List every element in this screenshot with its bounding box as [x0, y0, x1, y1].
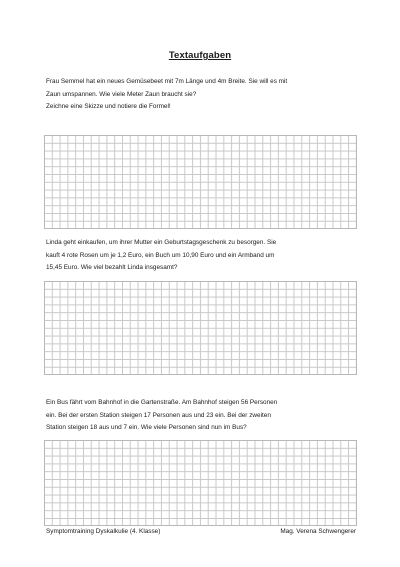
page-footer — [46, 528, 356, 535]
task-3-text — [46, 397, 356, 435]
task-1-line-3: Zeichne eine Skizze und notiere die Formel! — [46, 103, 171, 110]
page-title: Textaufgaben — [168, 50, 232, 61]
task-1-answer-grid — [44, 135, 356, 228]
task-2-line-2: kauft 4 rote Rosen um je 1,2 Euro, ein Buch um 10,90 Euro und ein Armband um — [46, 251, 275, 259]
task-2-text — [46, 237, 356, 275]
footer-author-label: Mag. Verena Schwengerer — [280, 528, 356, 535]
task-2-line-3: 15,45 Euro. Wie viel bezahlt Linda insgesamt? — [46, 264, 178, 271]
task-3-line-1: Ein Bus fährt vom Bahnhof in die Gartenstraße. Am Bahnhof steigen 56 Personen — [46, 399, 278, 406]
task-2-line-1: Linda geht einkaufen, um ihrer Mutter ein Geburtstagsgeschenk zu besorgen. Sie — [46, 239, 277, 246]
task-3-line-3: Station steigen 18 aus und 7 ein. Wie viele Personen sind nun im Bus? — [46, 424, 247, 431]
task-1-line-1: Frau Semmel hat ein neues Gemüsebeet mit 7m Länge und 4m Breite. Sie will es mit — [46, 78, 288, 85]
task-1-line-2: Zaun umspannen. Wie viele Meter Zaun braucht sie? — [46, 90, 197, 98]
task-3-answer-grid — [44, 440, 356, 525]
task-3-line-2: ein. Bei der ersten Station steigen 17 Personen aus und 23 ein. Bei der zweiten — [46, 411, 271, 419]
footer-course-label: Symptomtraining Dyskalkulie (4. Klasse) — [46, 528, 161, 535]
task-1-text — [46, 76, 356, 114]
task-2-answer-grid — [44, 281, 356, 374]
